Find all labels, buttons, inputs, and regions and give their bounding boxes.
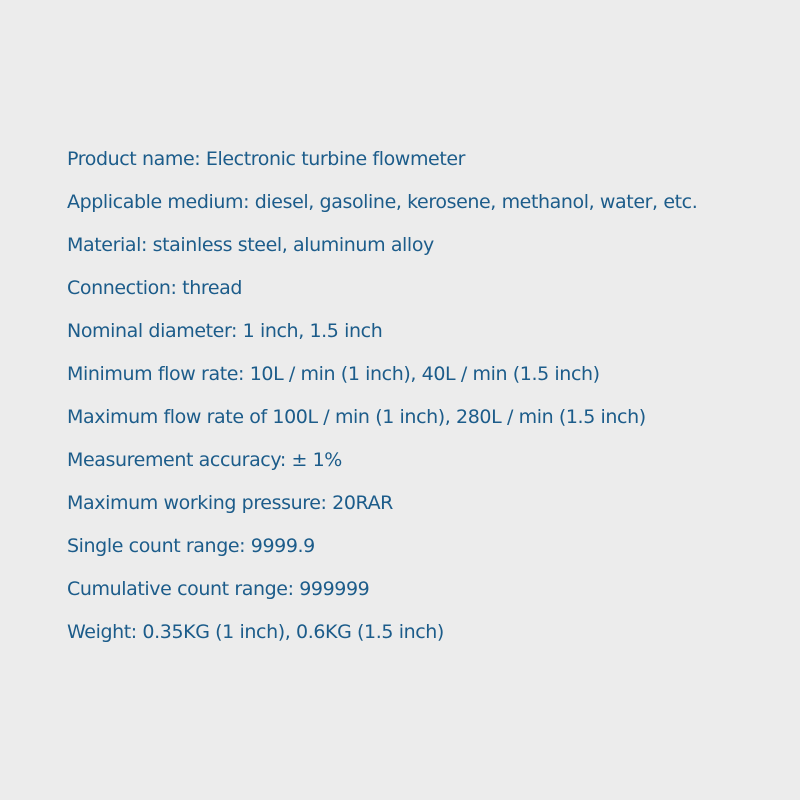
spec-nominal-diameter: Nominal diameter: 1 inch, 1.5 inch — [67, 320, 383, 342]
spec-minimum-flow-rate: Minimum flow rate: 10L / min (1 inch), 40L / min (1.5 inch) — [67, 363, 600, 385]
spec-maximum-flow-rate: Maximum flow rate of 100L / min (1 inch), 280L / min (1.5 inch) — [67, 406, 646, 428]
spec-maximum-working-pressure: Maximum working pressure: 20RAR — [67, 492, 393, 514]
spec-weight: Weight: 0.35KG (1 inch), 0.6KG (1.5 inch) — [67, 621, 444, 643]
spec-cumulative-count-range: Cumulative count range: 999999 — [67, 578, 370, 600]
spec-single-count-range: Single count range: 9999.9 — [67, 535, 315, 557]
spec-connection: Connection: thread — [67, 277, 243, 299]
spec-material: Material: stainless steel, aluminum alloy — [67, 234, 434, 256]
spec-sheet — [67, 140, 787, 656]
spec-measurement-accuracy: Measurement accuracy: ± 1% — [67, 449, 342, 471]
spec-applicable-medium: Applicable medium: diesel, gasoline, kerosene, methanol, water, etc. — [67, 191, 698, 213]
spec-product-name: Product name: Electronic turbine flowmeter — [67, 148, 466, 170]
